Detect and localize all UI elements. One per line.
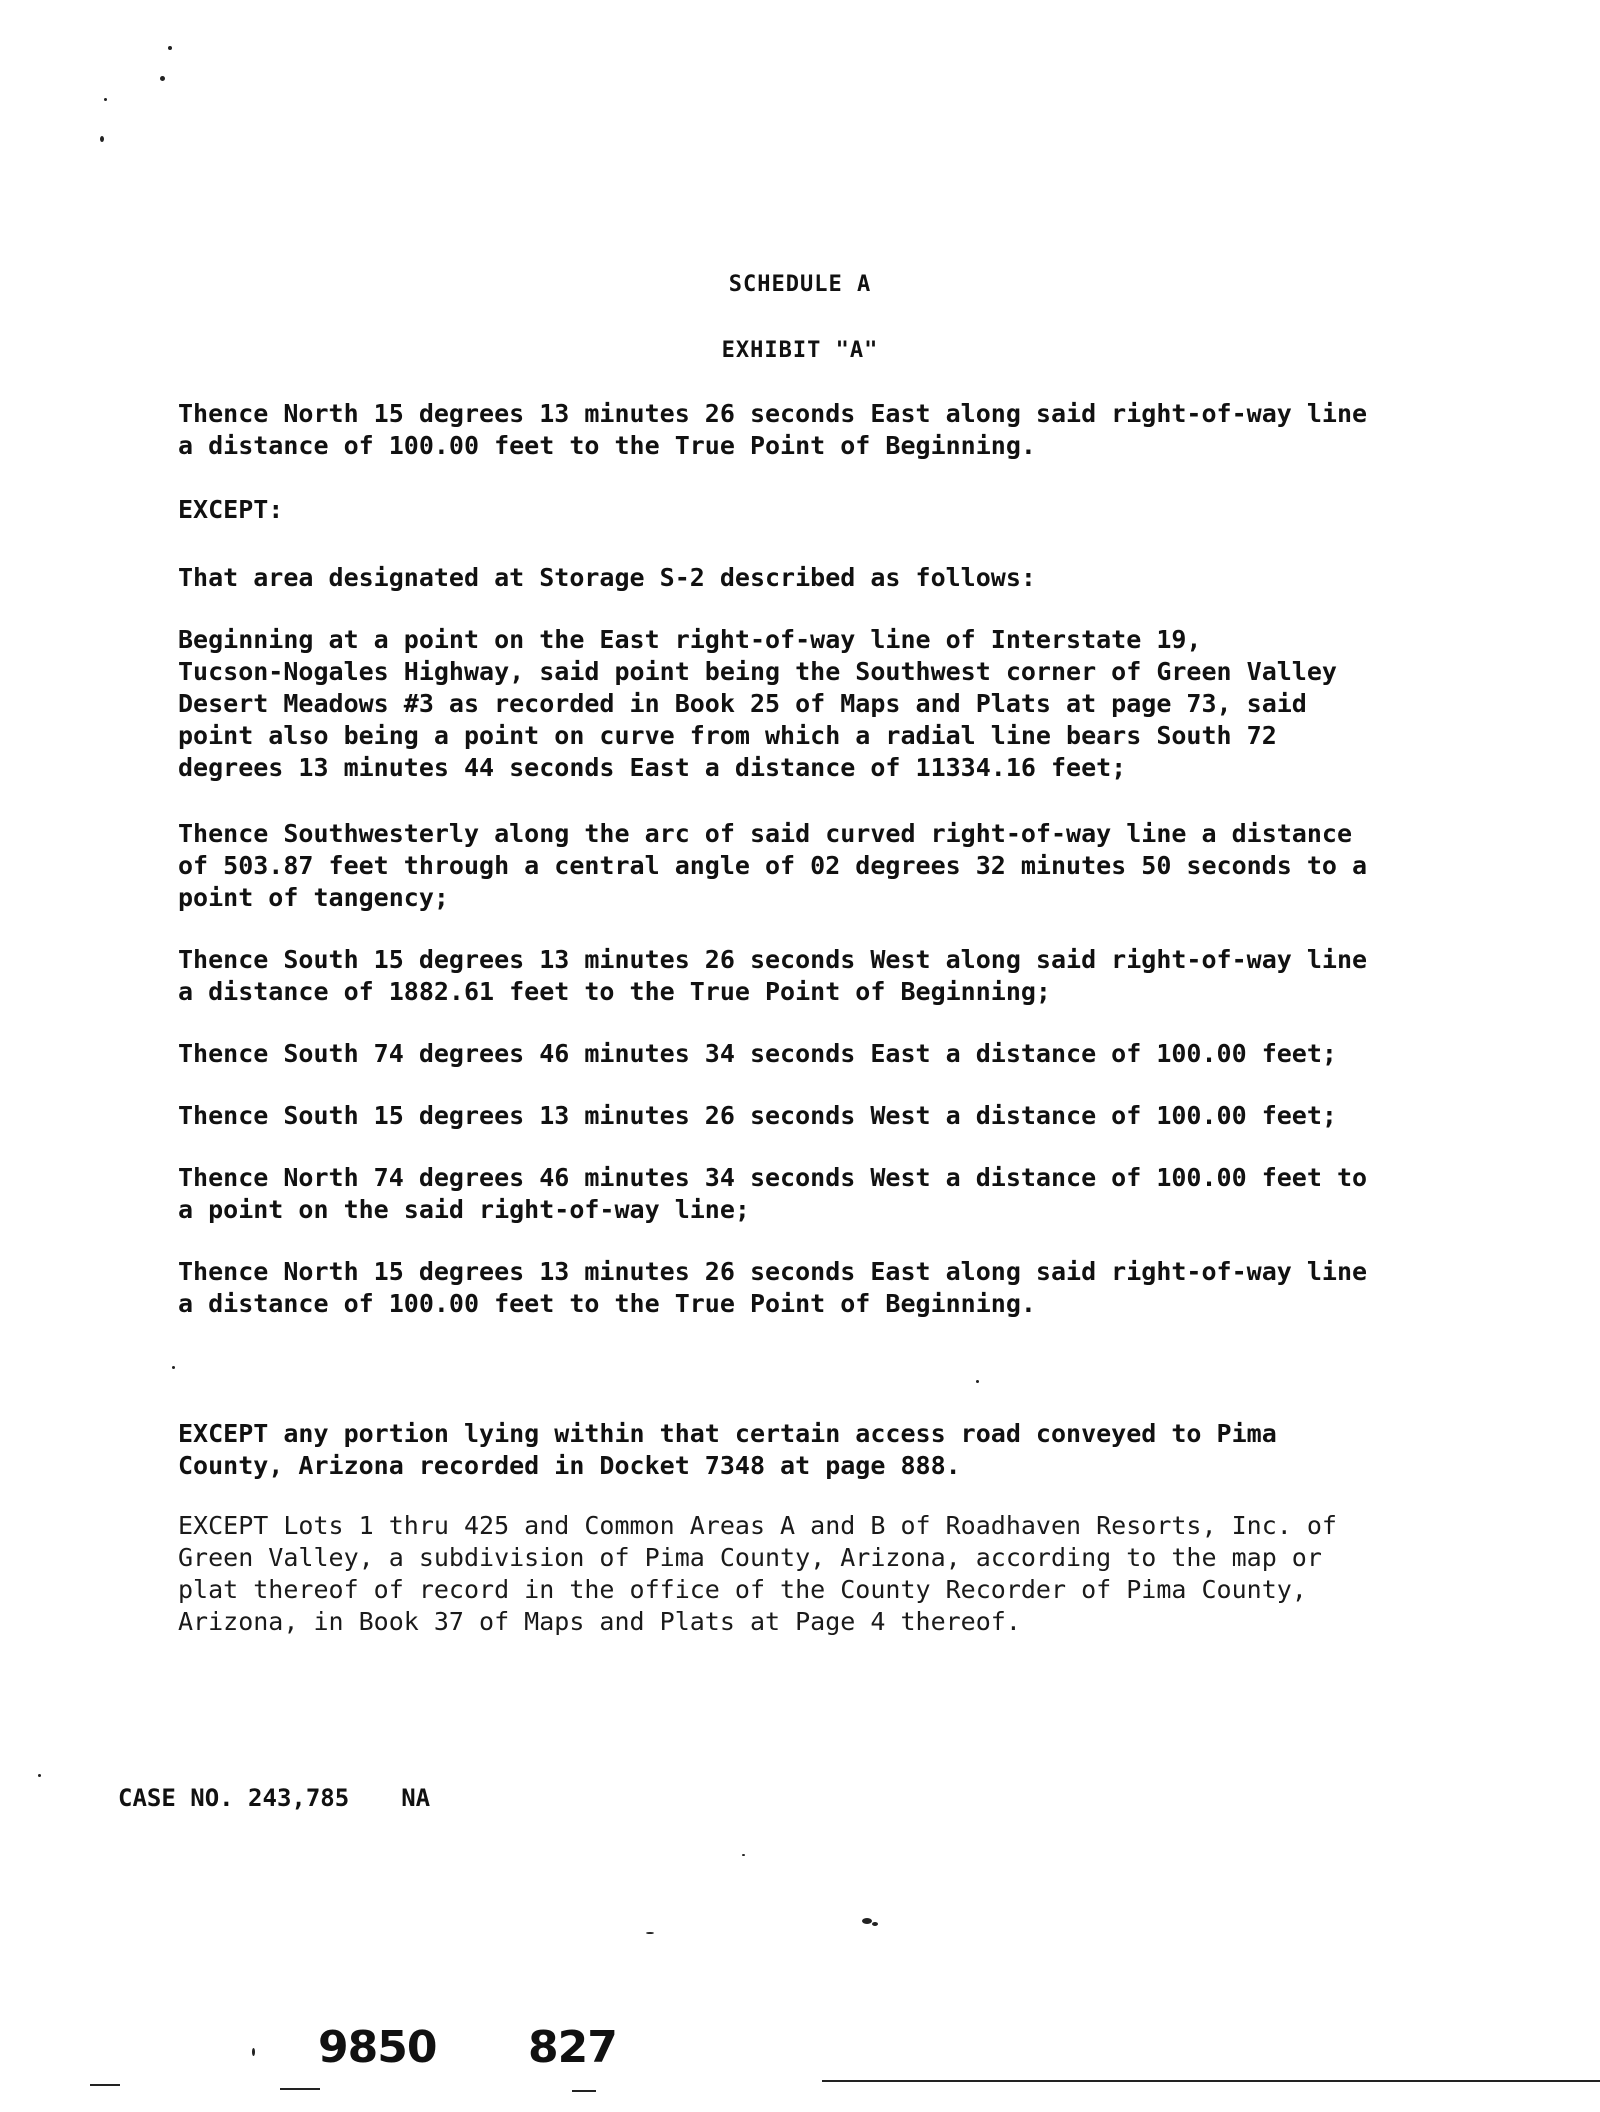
bottom-rule-fragment <box>280 2088 320 2090</box>
docket-number: 9850 <box>318 2022 437 2073</box>
scan-speck <box>160 76 165 81</box>
scan-speck <box>646 1932 654 1934</box>
scan-speck <box>742 1854 745 1856</box>
bottom-rule-fragment <box>90 2084 120 2086</box>
scan-speck <box>252 2048 255 2056</box>
exhibit-heading: EXHIBIT "A" <box>721 338 879 363</box>
paragraph-storage-area: That area designated at Storage S-2 described as follows: <box>178 563 1036 592</box>
page-number: 827 <box>528 2022 617 2073</box>
bottom-rule <box>822 2080 1600 2082</box>
scan-speck <box>976 1380 979 1383</box>
scan-speck <box>862 1918 872 1924</box>
paragraph-true-point-1: Thence North 15 degrees 13 minutes 26 seconds East along said right-of-way line a distance of 100.00 feet to the True Point of Beginning. <box>178 399 1368 460</box>
case-number: CASE NO. 243,785 <box>118 1784 350 1812</box>
paragraph-except-access-road: EXCEPT any portion lying within that certain access road conveyed to Pima County, Arizona recorded in Docket 7348 at page 888. <box>178 1419 1277 1480</box>
paragraph-south-west-1882: Thence South 15 degrees 13 minutes 26 seconds West along said right-of-way line a distance of 1882.61 feet to the True Point of Beginning; <box>178 945 1368 1006</box>
case-initials: NA <box>401 1784 431 1812</box>
paragraph-south-east-100: Thence South 74 degrees 46 minutes 34 seconds East a distance of 100.00 feet; <box>178 1039 1337 1068</box>
bottom-rule-fragment <box>572 2090 596 2092</box>
paragraph-true-point-2: Thence North 15 degrees 13 minutes 26 seconds East along said right-of-way line a distance of 100.00 feet to the True Point of Beginning. <box>178 1257 1368 1318</box>
paragraph-north-west-100: Thence North 74 degrees 46 minutes 34 seconds West a distance of 100.00 feet to a point on the said right-of-way line; <box>178 1163 1368 1224</box>
schedule-heading: SCHEDULE A <box>728 272 872 297</box>
paragraph-except-label: EXCEPT: <box>178 495 284 524</box>
scan-speck <box>172 1366 175 1369</box>
paragraph-except-lots: EXCEPT Lots 1 thru 425 and Common Areas A and B of Roadhaven Resorts, Inc. of Green Valley, a subdivision of Pima County, Arizona, according to the map or plat thereof of record in the office of the County Recorder of Pima County, Arizona, in Book 37 of Maps and Plats at Page 4 thereof. <box>178 1511 1337 1636</box>
scan-speck <box>38 1774 41 1777</box>
scan-speck <box>872 1922 878 1926</box>
paragraph-southwesterly-arc: Thence Southwesterly along the arc of said curved right-of-way line a distance of 503.87 feet through a central angle of 02 degrees 32 minutes 50 seconds to a point of tangency; <box>178 819 1368 912</box>
paragraph-beginning: Beginning at a point on the East right-of-way line of Interstate 19, Tucson-Nogales Highway, said point being the Southwest corner of Green Valley Desert Meadows #3 as recorded in Book 25 of Maps and Plats at page 73, said point also being a point on curve from which a radial line bears South 72 degrees 13 minutes 44 seconds East a distance of 11334.16 feet; <box>178 625 1337 782</box>
case-number-line <box>118 1784 430 1812</box>
scan-speck <box>100 136 104 142</box>
scan-speck <box>104 98 107 101</box>
scan-speck <box>168 46 172 50</box>
paragraph-south-west-100: Thence South 15 degrees 13 minutes 26 seconds West a distance of 100.00 feet; <box>178 1101 1337 1130</box>
